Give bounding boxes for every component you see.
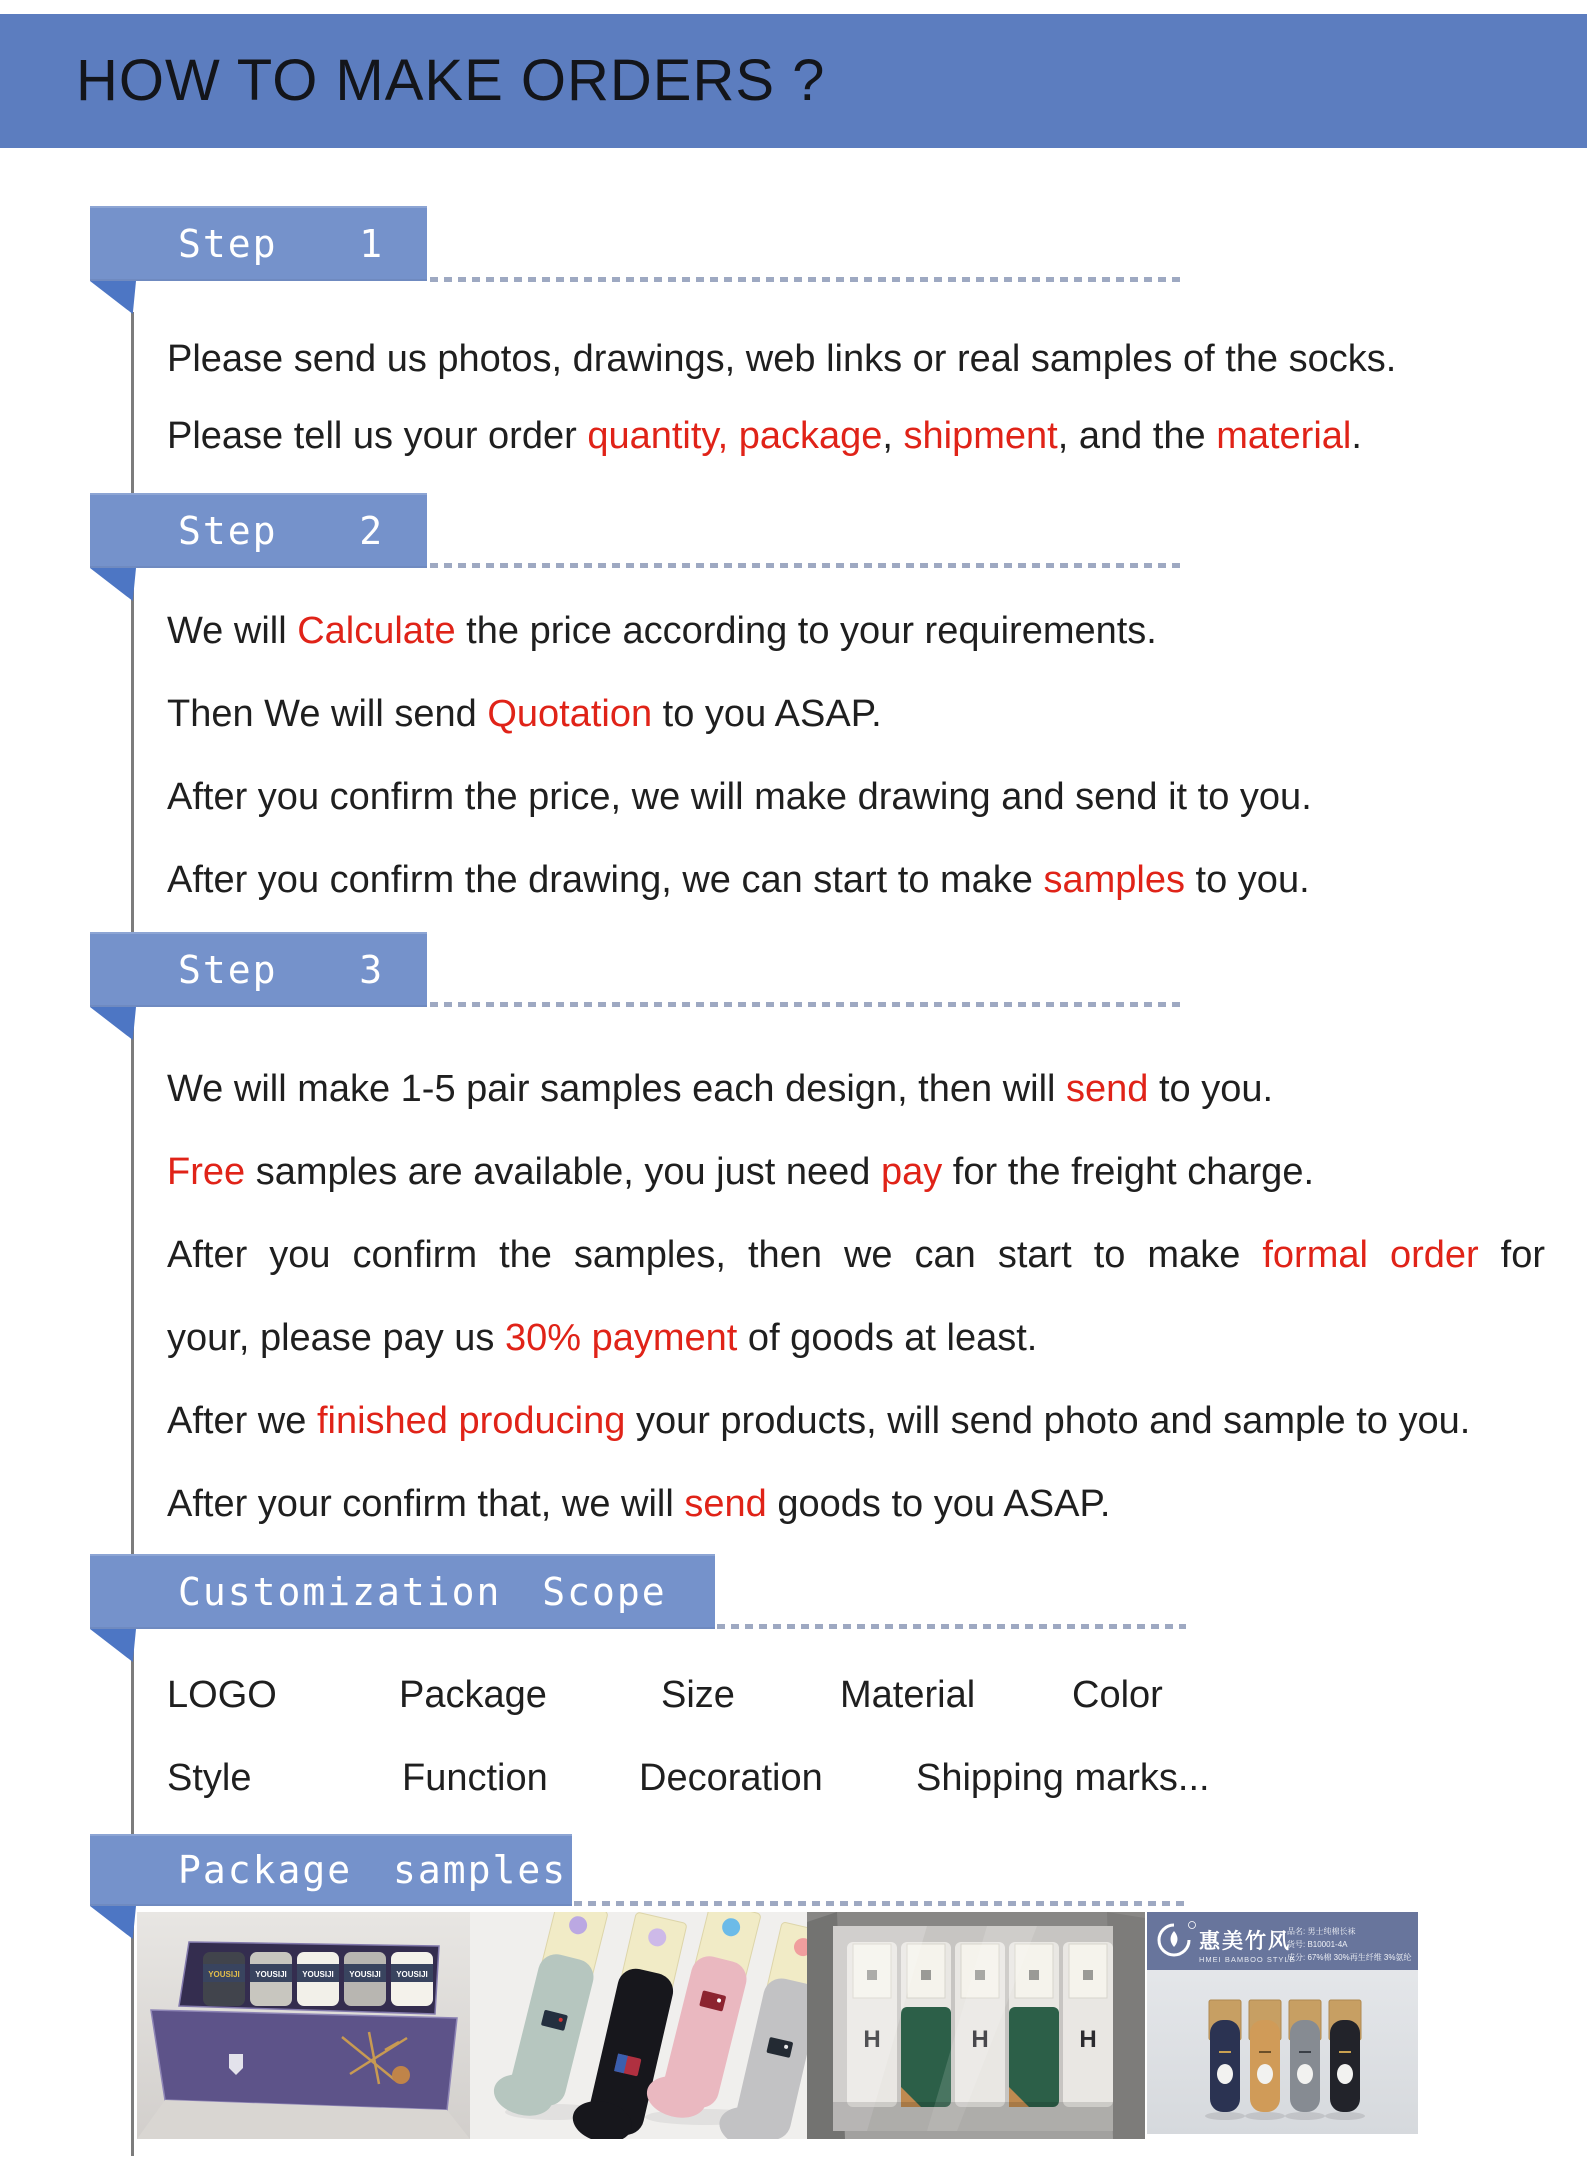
text-line bbox=[167, 1131, 1545, 1214]
text-line bbox=[167, 398, 1396, 475]
step2-dashed-line bbox=[430, 563, 1186, 568]
brand-name-cn: 惠美竹风 bbox=[1199, 1930, 1291, 1953]
wrapped-sock-letter: H bbox=[863, 2026, 881, 2053]
custom-item-decoration: Decoration bbox=[639, 1757, 823, 1799]
body-text: Please send us photos, drawings, web links or real samples of the socks. bbox=[167, 338, 1397, 380]
brand-name-en: HMEI BAMBOO STYLE bbox=[1199, 1955, 1296, 1964]
photo-giftbox-socks bbox=[137, 1912, 470, 2139]
tagged-socks-illustration bbox=[470, 1912, 807, 2139]
highlight-text: formal order bbox=[1262, 1234, 1479, 1276]
spec-line: 品名: 男士纯棉长袜 bbox=[1287, 1927, 1356, 1936]
highlight-text: samples bbox=[1043, 859, 1185, 901]
body-text: for the freight charge. bbox=[942, 1151, 1315, 1193]
text-line bbox=[167, 321, 1396, 398]
highlight-text: material bbox=[1216, 415, 1352, 457]
custom-item-material: Material bbox=[840, 1674, 976, 1716]
step1-banner bbox=[90, 206, 427, 281]
custom-item-style: Style bbox=[167, 1757, 252, 1799]
sock-roll-brand: YOUSIJI bbox=[208, 1970, 240, 1979]
photo-tagged-socks bbox=[470, 1912, 807, 2139]
step2-ribbon-fold bbox=[90, 568, 136, 601]
text-line bbox=[167, 1380, 1545, 1463]
spec-line: 货号: B10001-4A bbox=[1287, 1940, 1348, 1949]
text-line bbox=[167, 756, 1312, 839]
step1-ribbon-fold bbox=[90, 281, 136, 314]
text-line bbox=[167, 839, 1312, 922]
body-text: of goods at least. bbox=[737, 1317, 1038, 1359]
photo-wrapped-socks bbox=[807, 1912, 1145, 2139]
highlight-text: pay bbox=[880, 1151, 943, 1193]
custom-item-size: Size bbox=[661, 1674, 735, 1716]
step1-banner-label: Step 1 bbox=[178, 221, 385, 266]
body-text: After your confirm that, we will bbox=[167, 1483, 685, 1525]
body-text: , bbox=[882, 415, 904, 457]
text-line bbox=[167, 673, 1312, 756]
text-line bbox=[167, 1048, 1545, 1131]
step1-text bbox=[167, 321, 1396, 475]
sock-roll-brand: YOUSIJI bbox=[349, 1970, 381, 1979]
highlight-text: quantity, package bbox=[587, 415, 883, 457]
step3-dashed-line bbox=[430, 1002, 1186, 1007]
sock-roll-brand: YOUSIJI bbox=[396, 1970, 428, 1979]
wrapped-socks-illustration bbox=[807, 1912, 1145, 2139]
body-text: . bbox=[1351, 415, 1362, 457]
highlight-text: Calculate bbox=[297, 610, 456, 652]
highlight-text: 30% payment bbox=[505, 1317, 738, 1359]
body-text: After you confirm the samples, then we can start to make bbox=[167, 1234, 1263, 1276]
wrapped-sock-letter: H bbox=[971, 2026, 989, 2053]
step3-banner bbox=[90, 932, 427, 1007]
body-text: your, please pay us bbox=[167, 1317, 505, 1359]
step3-ribbon-fold bbox=[90, 1007, 136, 1040]
body-text: samples are available, you just need bbox=[245, 1151, 881, 1193]
package-samples-banner bbox=[90, 1834, 572, 1906]
body-text: After we bbox=[167, 1400, 317, 1442]
text-line bbox=[167, 1463, 1545, 1546]
customization-banner bbox=[90, 1554, 715, 1629]
custom-item-package: Package bbox=[399, 1674, 547, 1716]
custom-item-function: Function bbox=[402, 1757, 548, 1799]
sock-roll-brand: YOUSIJI bbox=[302, 1970, 334, 1979]
body-text: your products, will send photo and sample to you. bbox=[625, 1400, 1471, 1442]
body-text: to you. bbox=[1185, 859, 1310, 901]
customization-dashed-line bbox=[717, 1624, 1186, 1629]
text-line bbox=[167, 590, 1312, 673]
step2-banner bbox=[90, 493, 427, 568]
package-dashed-line bbox=[574, 1901, 1186, 1906]
body-text: for bbox=[1478, 1234, 1546, 1276]
highlight-text: Free bbox=[167, 1151, 246, 1193]
custom-item-color: Color bbox=[1072, 1674, 1163, 1716]
spec-line: 成分: 67%棉 30%再生纤维 3%氨纶 bbox=[1287, 1953, 1412, 1962]
package-samples-banner-label: Package samples bbox=[178, 1848, 568, 1892]
body-text: After you confirm the price, we will make drawing and send it to you. bbox=[167, 776, 1312, 818]
body-text: to you. bbox=[1148, 1068, 1274, 1110]
step1-dashed-line bbox=[430, 277, 1186, 282]
step2-text bbox=[167, 590, 1312, 922]
text-line bbox=[167, 1214, 1545, 1297]
highlight-text: finished producing bbox=[316, 1400, 626, 1442]
step3-banner-label: Step 3 bbox=[178, 947, 385, 992]
body-text: to you ASAP. bbox=[652, 693, 882, 735]
body-text: Please tell us your order bbox=[167, 415, 588, 457]
body-text: We will bbox=[167, 610, 298, 652]
highlight-text: shipment bbox=[903, 415, 1058, 457]
package-ribbon-fold bbox=[90, 1906, 136, 1939]
body-text: goods to you ASAP. bbox=[766, 1483, 1111, 1525]
body-text: , and the bbox=[1057, 415, 1217, 457]
wrapped-sock-letter: H bbox=[1079, 2026, 1097, 2053]
text-line bbox=[167, 1297, 1545, 1380]
step2-banner-label: Step 2 bbox=[178, 508, 385, 553]
giftbox-illustration bbox=[137, 1912, 470, 2139]
body-text: After you confirm the drawing, we can start to make bbox=[167, 859, 1044, 901]
highlight-text: send bbox=[684, 1483, 767, 1525]
body-text: Then We will send bbox=[167, 693, 488, 735]
highlight-text: send bbox=[1066, 1068, 1149, 1110]
photo-brand-card-socks bbox=[1147, 1912, 1418, 2134]
customization-ribbon-fold bbox=[90, 1629, 136, 1662]
custom-item-logo: LOGO bbox=[167, 1674, 277, 1716]
sock-roll-brand: YOUSIJI bbox=[255, 1970, 287, 1979]
step3-text bbox=[167, 1048, 1545, 1546]
body-text: We will make 1-5 pair samples each design, then will bbox=[167, 1068, 1067, 1110]
highlight-text: Quotation bbox=[487, 693, 653, 735]
header-band bbox=[0, 14, 1587, 148]
custom-item-shipping-marks: Shipping marks... bbox=[916, 1757, 1210, 1799]
page-title: HOW TO MAKE ORDERS ? bbox=[76, 48, 826, 113]
body-text: the price according to your requirements. bbox=[455, 610, 1157, 652]
customization-banner-label: Customization Scope bbox=[178, 1569, 667, 1614]
brand-card-illustration bbox=[1147, 1912, 1418, 2134]
